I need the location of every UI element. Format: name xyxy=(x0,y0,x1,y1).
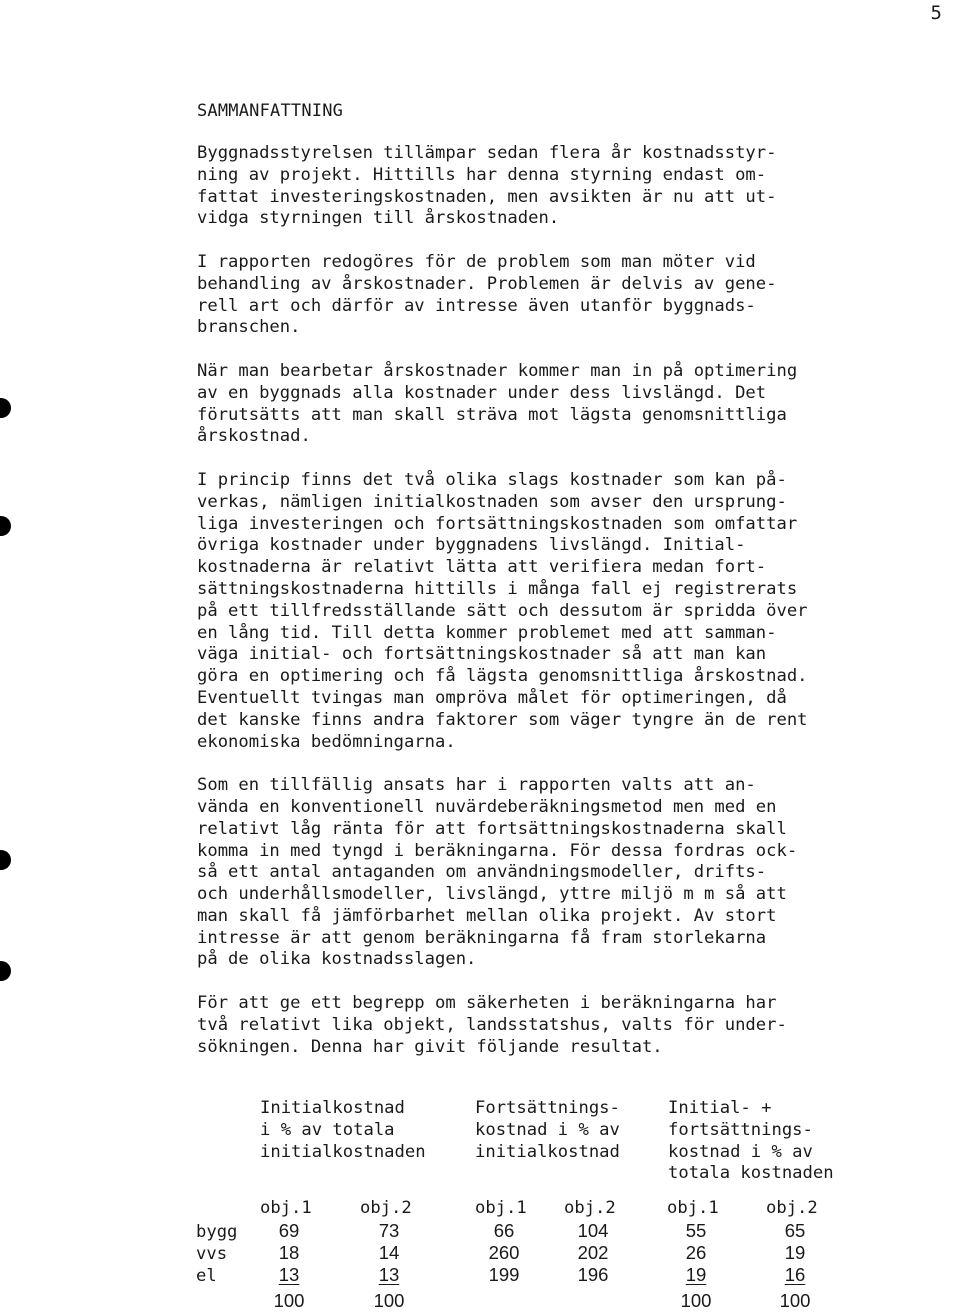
table-value: 69 xyxy=(278,1220,300,1241)
text-line: När man bearbetar årskostnader kommer man in på optimering xyxy=(197,360,798,381)
text-line: ning av projekt. Hittills har denna styrning endast om- xyxy=(197,164,767,185)
column-total: 100 xyxy=(779,1290,811,1311)
column-group-header: Initial- + fortsättnings- kostnad i % av totala kostnaden xyxy=(668,1098,834,1184)
object-column-header: obj.2 xyxy=(766,1198,818,1218)
text-line: årskostnad. xyxy=(197,426,311,447)
paragraph xyxy=(197,470,897,753)
column-group-header: Initialkostnad i % av totala initialkostnaden xyxy=(260,1098,426,1162)
text-line: vända en konventionell nuvärdeberäkningsmetod men med en xyxy=(197,796,777,817)
text-line: på ett tillfredsställande sätt och dessutom är spridda över xyxy=(197,600,808,621)
table-value: 196 xyxy=(577,1264,609,1285)
table-value: 19 xyxy=(784,1242,806,1263)
text-line: relativt låg ränta för att fortsättningskostnaderna skall xyxy=(197,818,787,839)
punch-hole-mark-3 xyxy=(0,850,11,870)
text-line: två relativt lika objekt, landsstatshus, valts för under- xyxy=(197,1014,787,1035)
object-column-header: obj.1 xyxy=(667,1198,719,1218)
table-value: 73 xyxy=(378,1220,400,1241)
text-line: Byggnadsstyrelsen tillämpar sedan flera år kostnadsstyr- xyxy=(197,143,777,163)
paragraph xyxy=(197,775,897,971)
text-line: en lång tid. Till detta kommer problemet med att samman- xyxy=(197,622,777,643)
column-group-header: Fortsättnings- kostnad i % av initialkostnad xyxy=(475,1098,620,1162)
punch-hole-mark-4 xyxy=(0,961,11,981)
text-line: branschen. xyxy=(197,317,301,338)
row-label: bygg xyxy=(196,1222,238,1242)
text-line: verkas, nämligen initialkostnaden som avser den ursprung- xyxy=(197,491,787,512)
text-line: på de olika kostnadsslagen. xyxy=(197,949,477,970)
text-line: Som en tillfällig ansats har i rapporten valts att an- xyxy=(197,775,756,796)
text-line: sökningen. Denna har givit följande resultat. xyxy=(197,1036,663,1057)
section-heading: SAMMANFATTNING xyxy=(197,101,344,121)
text-line: ekonomiska bedömningarna. xyxy=(197,731,456,752)
page-number: 5 xyxy=(930,2,942,24)
text-line: förutsätts att man skall sträva mot lägsta genomsnittliga xyxy=(197,404,787,425)
column-total: 100 xyxy=(373,1290,405,1311)
object-column-header: obj.1 xyxy=(260,1198,312,1218)
text-line: För att ge ett begrepp om säkerheten i beräkningarna har xyxy=(197,993,777,1014)
object-column-header: obj.1 xyxy=(475,1198,527,1218)
table-value: 104 xyxy=(577,1220,609,1241)
text-line: och underhållsmodeller, livslängd, yttre miljö m m så att xyxy=(197,884,787,905)
object-column-header: obj.2 xyxy=(564,1198,616,1218)
text-line: fattat investeringskostnaden, men avsikten är nu att ut- xyxy=(197,186,777,207)
table-value: 26 xyxy=(685,1242,707,1263)
row-label: vvs xyxy=(196,1244,228,1264)
table-value: 65 xyxy=(784,1220,806,1241)
table-value: 260 xyxy=(488,1242,520,1263)
text-line: väga initial- och fortsättningskostnader så att man kan xyxy=(197,644,767,665)
paragraph xyxy=(197,143,897,230)
text-line: av en byggnads alla kostnader under dess livslängd. Det xyxy=(197,382,767,403)
table-value: 13 xyxy=(278,1264,300,1285)
text-line: rell art och därför av intresse även utanför byggnads- xyxy=(197,295,756,316)
table-value: 14 xyxy=(378,1242,400,1263)
results-table xyxy=(196,1098,876,1311)
text-line: komma in med tyngd i beräkningarna. För dessa fordras ock- xyxy=(197,840,798,861)
text-line: I princip finns det två olika slags kostnader som kan på- xyxy=(197,469,787,490)
text-line: liga investeringen och fortsättningskostnaden som omfattar xyxy=(197,513,798,534)
row-label: el xyxy=(196,1266,217,1286)
text-line: sättningskostnaderna hittills i många fall ej registrerats xyxy=(197,578,798,599)
text-line: så ett antal antaganden om användningsmodeller, drifts- xyxy=(197,862,767,883)
text-line: Eventuellt tvingas man ompröva målet för optimeringen, då xyxy=(197,687,787,708)
table-value: 55 xyxy=(685,1220,707,1241)
table-value: 19 xyxy=(685,1264,707,1285)
text-line: övriga kostnader under byggnadens livslängd. Initial- xyxy=(197,535,746,556)
text-line: det kanske finns andra faktorer som väger tyngre än de rent xyxy=(197,709,808,730)
column-total: 100 xyxy=(273,1290,305,1311)
paragraph xyxy=(197,252,897,339)
body-text xyxy=(197,143,897,1080)
object-column-header: obj.2 xyxy=(360,1198,412,1218)
punch-hole-mark-2 xyxy=(0,516,11,536)
text-line: kostnaderna är relativt lätta att verifiera medan fort- xyxy=(197,557,767,578)
table-value: 199 xyxy=(488,1264,520,1285)
paragraph xyxy=(197,993,897,1058)
text-line: göra en optimering och få lägsta genomsnittliga årskostnad. xyxy=(197,666,808,687)
table-value: 66 xyxy=(493,1220,515,1241)
table-value: 16 xyxy=(784,1264,806,1285)
column-total: 100 xyxy=(680,1290,712,1311)
punch-hole-mark-1 xyxy=(0,398,11,418)
table-value: 18 xyxy=(278,1242,300,1263)
text-line: vidga styrningen till årskostnaden. xyxy=(197,208,560,229)
text-line: intresse är att genom beräkningarna få fram storlekarna xyxy=(197,927,767,948)
table-value: 13 xyxy=(378,1264,400,1285)
table-value: 202 xyxy=(577,1242,609,1263)
text-line: man skall få jämförbarhet mellan olika projekt. Av stort xyxy=(197,905,777,926)
text-line: I rapporten redogöres för de problem som man möter vid xyxy=(197,251,756,272)
text-line: behandling av årskostnader. Problemen är delvis av gene- xyxy=(197,273,777,294)
paragraph xyxy=(197,361,897,448)
